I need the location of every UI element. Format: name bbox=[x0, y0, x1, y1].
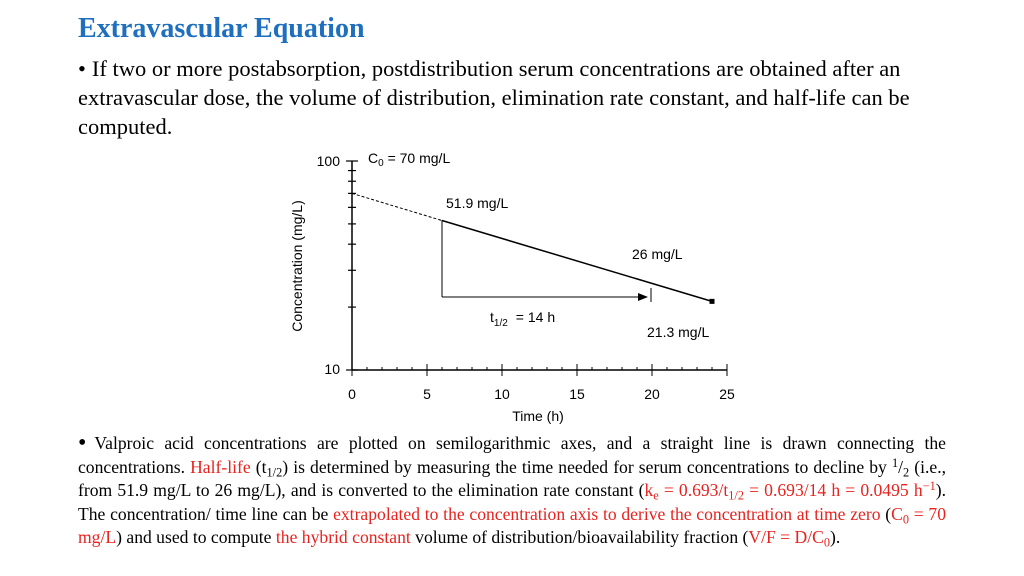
x-tick-label-5: 5 bbox=[423, 386, 431, 402]
text-segment: Valproic acid concentrations are plotted on semilogarithmic axes, and a straight line is drawn connecting the concentrations. bbox=[78, 433, 946, 477]
text-segment: ) is determined by measuring the time needed for serum concentrations to decline by bbox=[282, 456, 892, 477]
half-life-annotation: $t_{1/2} = 14$ h bbox=[490, 309, 556, 329]
ke-formula: = 0.693/t bbox=[658, 480, 729, 500]
subscript: 1/2 bbox=[266, 465, 283, 480]
concentration-time-chart bbox=[280, 140, 750, 430]
data-point-21-3 bbox=[710, 299, 715, 304]
x-tick-label-15: 15 bbox=[569, 386, 585, 402]
bullet: • bbox=[78, 56, 86, 81]
intro-text: If two or more postabsorption, postdistribution serum concentrations are obtained after an extravascular dose, the volume of distribution, elimination rate constant, and half-life can be computed. bbox=[78, 56, 910, 139]
c0-annotation: $C_0 = 70$ mg/L bbox=[368, 150, 451, 169]
ke-symbol: k bbox=[644, 480, 654, 500]
c0-value: = 70 mg/L bbox=[78, 503, 946, 547]
x-tick-label-10: 10 bbox=[494, 386, 510, 402]
extrapolated-line bbox=[352, 193, 442, 220]
text-segment: ). bbox=[830, 527, 841, 547]
subscript: 0 bbox=[823, 535, 830, 550]
text-segment: volume of distribution/bioavailability fraction ( bbox=[410, 527, 749, 547]
text-segment: ). The concentration/ time line can be bbox=[78, 480, 946, 524]
half-life-term: Half-life bbox=[190, 456, 251, 477]
superscript: 1 bbox=[891, 455, 899, 470]
text-segment: / bbox=[898, 456, 903, 477]
superscript: −1 bbox=[922, 478, 936, 493]
x-axis-label: Time (h) bbox=[512, 408, 564, 424]
text-segment: ) and used to compute bbox=[116, 527, 276, 547]
annotation-26: 26 mg/L bbox=[632, 246, 683, 262]
page-title: Extravascular Equation bbox=[78, 13, 365, 44]
c0-symbol: C bbox=[891, 503, 903, 524]
explanation-paragraph bbox=[78, 432, 946, 550]
x-tick-label-25: 25 bbox=[719, 386, 735, 402]
intro-paragraph bbox=[78, 54, 948, 141]
y-axis-label: Concentration (mg/L) bbox=[289, 200, 305, 332]
subscript: 0 bbox=[902, 512, 909, 527]
annotation-51-9: 51.9 mg/L bbox=[446, 195, 509, 211]
x-tick-label-0: 0 bbox=[348, 386, 356, 402]
bullet: • bbox=[78, 430, 87, 456]
text-segment: (i.e., from 51.9 mg/L to 26 mg/L), and is converted to the elimination rate constant ( bbox=[78, 456, 947, 500]
subscript: 2 bbox=[903, 465, 910, 480]
ke-value: = 0.693/14 h = 0.0495 h bbox=[744, 480, 923, 500]
text-segment: (t bbox=[250, 456, 267, 477]
y-tick-label-10: 10 bbox=[324, 361, 340, 377]
extrapolation-phrase: extrapolated to the concentration axis to derive the concentration at time zero bbox=[333, 503, 881, 524]
hybrid-constant-phrase: the hybrid constant bbox=[275, 527, 411, 547]
subscript: e bbox=[653, 488, 659, 503]
text-segment: ( bbox=[880, 503, 892, 524]
subscript: 1/2 bbox=[728, 488, 744, 503]
x-tick-label-20: 20 bbox=[644, 386, 660, 402]
arrow-head bbox=[638, 293, 648, 301]
vf-formula: V/F = D/C bbox=[748, 527, 824, 547]
annotation-21-3: 21.3 mg/L bbox=[647, 324, 710, 340]
y-tick-label-100: 100 bbox=[316, 153, 340, 169]
